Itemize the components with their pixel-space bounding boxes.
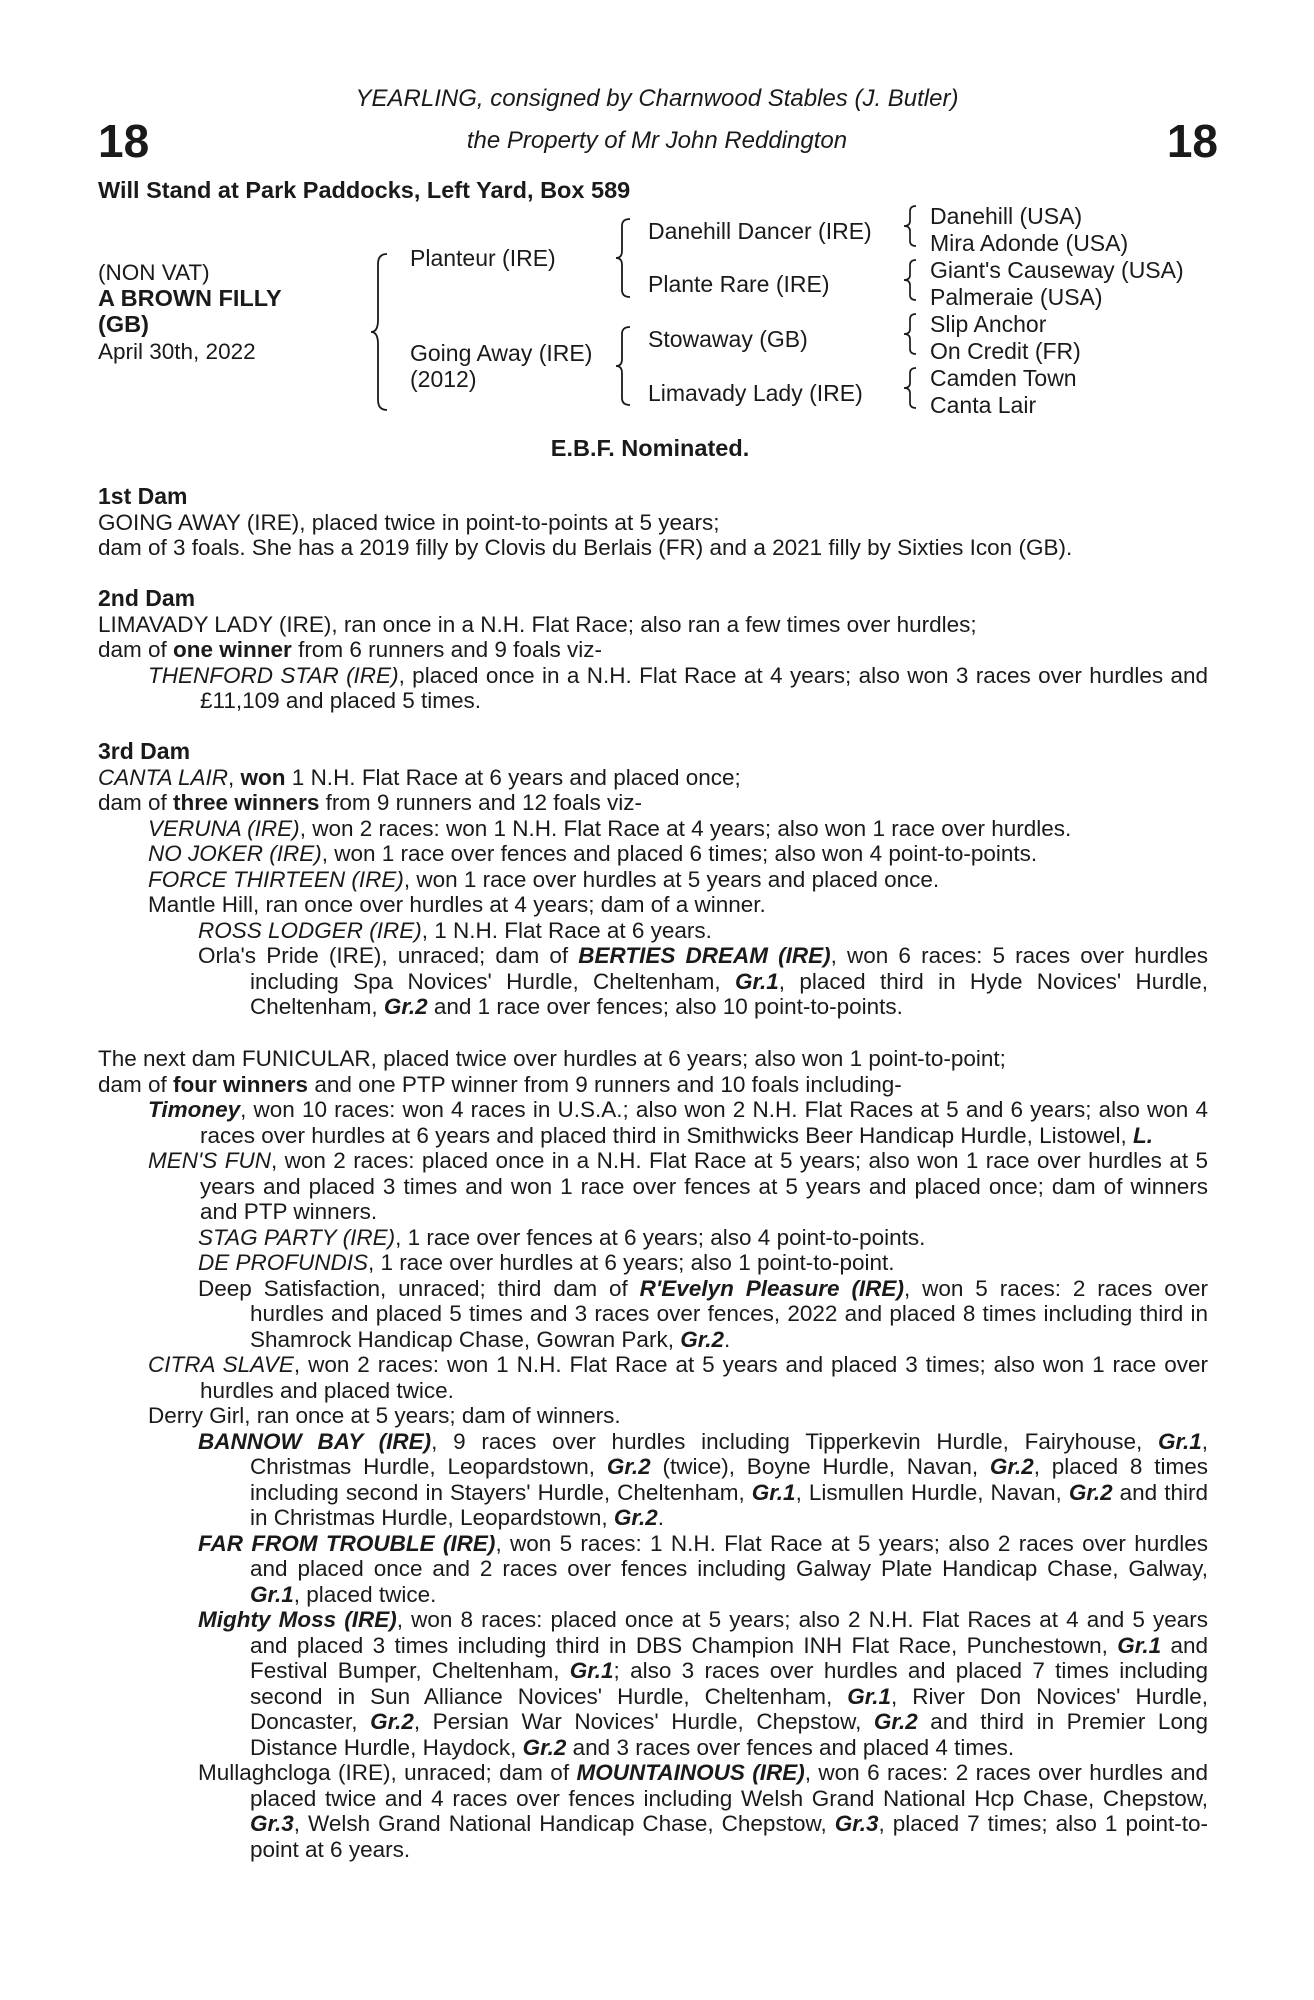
pedigree-sire-sire: Danehill Dancer (IRE) [648, 218, 872, 244]
pedigree-ggen-6: On Credit (FR) [930, 338, 1081, 364]
pedigree-brace-g4 [903, 366, 919, 410]
pedigree-ggen-5: Slip Anchor [930, 311, 1047, 337]
horse-vat: (NON VAT) [98, 260, 210, 285]
lot-number-right: 18 [1166, 115, 1218, 167]
progeny-entry: Timoney, won 10 races: won 4 races in U.S.A.; also won 2 N.H. Flat Races at 5 and 6 years; also won 4 races over hurdles at 6 years and placed third in Smithwicks Beer Handicap Hurdle, Listowel, L. [148, 1097, 1208, 1148]
pedigree-ggen-7: Camden Town [930, 365, 1077, 391]
property-line: the Property of Mr John Reddington [466, 127, 848, 154]
progeny-entry: MEN'S FUN, won 2 races: placed once in a N.H. Flat Race at 5 years; also won 1 race over hurdles at 5 years and placed 3 times and won 1 race over fences at 5 years and placed once; dam of winners and PTP winners. [148, 1148, 1209, 1224]
progeny-entry: Deep Satisfaction, unraced; third dam of R'Evelyn Pleasure (IRE), won 5 races: 2 races over hurdles and placed 5 times and 3 races over fences, 2022 and placed 8 times including third in Shamrock Handicap Chase, Gowran Park, Gr.2. [198, 1275, 1208, 1352]
second-dam-section [98, 586, 1208, 714]
third-dam-heading: 3rd Dam [98, 738, 191, 764]
progeny-entry: FORCE THIRTEEN (IRE), won 1 race over hurdles at 5 years and placed once. [148, 866, 940, 892]
progeny-entry: FAR FROM TROUBLE (IRE), won 5 races: 1 N.H. Flat Race at 5 years; also 2 races over hurdles and placed once and 2 races over fences including Galway Plate Handicap Chase, Galway, Gr.1, placed twice. [198, 1530, 1208, 1607]
pedigree-brace-main [370, 252, 390, 412]
progeny-entry: CITRA SLAVE, won 2 races: won 1 N.H. Flat Race at 5 years and placed 3 times; also won 1 race over hurdles and placed twice. [148, 1352, 1208, 1403]
pedigree-brace-g1 [903, 204, 919, 248]
horse-foaled: April 30th, 2022 [98, 339, 256, 364]
pedigree-sire-dam: Plante Rare (IRE) [648, 271, 830, 297]
progeny-entry: THENFORD STAR (IRE), placed once in a N.H. Flat Race at 4 years; also won 3 races over hurdles and £11,109 and placed 5 times. [148, 662, 1208, 713]
stand-location: Will Stand at Park Paddocks, Left Yard, Box 589 [98, 177, 631, 203]
first-dam-section [98, 484, 1208, 561]
pedigree-ggen-8: Canta Lair [930, 392, 1037, 418]
progeny-entry: Mighty Moss (IRE), won 8 races: placed once at 5 years; also 2 N.H. Flat Races at 4 and 5 years and placed 3 times including third in DBS Champion INH Flat Race, Punchestown, Gr.1 and Festival Bumper, Cheltenham, Gr.1; also 3 races over hurdles and placed 7 times including second in Sun Alliance Novices' Hurdle, Cheltenham, Gr.1, River Don Novices' Hurdle, Doncaster, Gr.2, Persian War Novices' Hurdle, Chepstow, Gr.2 and third in Premier Long Distance Hurdle, Haydock, Gr.2 and 3 races over fences and placed 4 times. [198, 1607, 1209, 1760]
pedigree-ggen-4: Palmeraie (USA) [930, 284, 1103, 310]
progeny-entry: VERUNA (IRE), won 2 races: won 1 N.H. Flat Race at 4 years; also won 1 race over hurdles. [148, 815, 1072, 841]
consignor-line: YEARLING, consigned by Charnwood Stables (J. Butler) [355, 85, 959, 112]
progeny-entry: ROSS LODGER (IRE), 1 N.H. Flat Race at 6 years. [198, 917, 712, 943]
pedigree-brace-g3 [903, 312, 919, 356]
next-dam-produce-line: dam of four winners and one PTP winner from 9 runners and 10 foals including- [98, 1071, 902, 1097]
pedigree-brace-dam [615, 325, 633, 407]
progeny-entry: Mullaghcloga (IRE), unraced; dam of MOUNTAINOUS (IRE), won 6 races: 2 races over hurdles and placed twice and 4 races over fences including Welsh Grand National Hcp Chase, Chepstow, Gr.3, Welsh Grand National Handicap Chase, Chepstow, Gr.3, placed 7 times; also 1 point-to-point at 6 years. [198, 1760, 1208, 1862]
pedigree-brace-g2 [903, 258, 919, 302]
next-dam-section [98, 1046, 1208, 1862]
first-dam-heading: 1st Dam [98, 483, 188, 509]
pedigree-ggen-3: Giant's Causeway (USA) [930, 257, 1184, 283]
pedigree-dam: Going Away (IRE) [410, 340, 593, 366]
horse-name: A BROWN FILLY [98, 285, 282, 311]
lot-number-left: 18 [98, 115, 150, 167]
pedigree-brace-sire [615, 217, 633, 299]
second-dam-heading: 2nd Dam [98, 585, 196, 611]
pedigree-ggen-2: Mira Adonde (USA) [930, 230, 1129, 256]
third-dam-line: CANTA LAIR, won 1 N.H. Flat Race at 6 years and placed once; [98, 764, 741, 790]
horse-name-country: (GB) [98, 311, 149, 337]
pedigree-ggen-1: Danehill (USA) [930, 203, 1083, 229]
ebf-nominated: E.B.F. Nominated. [550, 435, 750, 461]
progeny-entry: Mantle Hill, ran once over hurdles at 4 years; dam of a winner. [148, 892, 766, 917]
second-dam-produce-line: dam of one winner from 6 runners and 9 foals viz- [98, 637, 602, 662]
progeny-entry: Orla's Pride (IRE), unraced; dam of BERTIES DREAM (IRE), won 6 races: 5 races over hurdles including Spa Novices' Hurdle, Cheltenham, Gr.1, placed third in Hyde Novices' Hurdle, Cheltenham, Gr.2 and 1 race over fences; also 10 point-to-points. [198, 943, 1208, 1019]
second-dam-line: LIMAVADY LADY (IRE), ran once in a N.H. Flat Race; also ran a few times over hurdles; [98, 611, 977, 637]
third-dam-produce-line: dam of three winners from 9 runners and 12 foals viz- [98, 790, 642, 815]
first-dam-line: dam of 3 foals. She has a 2019 filly by Clovis du Berlais (FR) and a 2021 filly by Sixties Icon (GB). [98, 535, 1073, 560]
next-dam-line: The next dam FUNICULAR, placed twice over hurdles at 6 years; also won 1 point-to-point; [98, 1046, 1006, 1071]
pedigree-sire: Planteur (IRE) [410, 245, 556, 271]
pedigree-dam-year: (2012) [410, 366, 477, 392]
progeny-entry: NO JOKER (IRE), won 1 race over fences and placed 6 times; also won 4 point-to-points. [148, 841, 1038, 866]
progeny-entry: BANNOW BAY (IRE), 9 races over hurdles including Tipperkevin Hurdle, Fairyhouse, Gr.1, Christmas Hurdle, Leopardstown, Gr.2 (twice), Boyne Hurdle, Navan, Gr.2, placed 8 times including second in Stayers' Hurdle, Cheltenham, Gr.1, Lismullen Hurdle, Navan, Gr.2 and third in Christmas Hurdle, Leopardstown, Gr.2. [198, 1428, 1209, 1530]
progeny-entry: Derry Girl, ran once at 5 years; dam of winners. [148, 1403, 621, 1428]
pedigree-dam-dam: Limavady Lady (IRE) [648, 380, 863, 406]
first-dam-line: GOING AWAY (IRE), placed twice in point-to-points at 5 years; [98, 509, 720, 535]
pedigree-dam-sire: Stowaway (GB) [648, 326, 808, 352]
third-dam-section [98, 739, 1208, 1020]
progeny-entry: DE PROFUNDIS, 1 race over hurdles at 6 years; also 1 point-to-point. [198, 1250, 895, 1275]
progeny-entry: STAG PARTY (IRE), 1 race over fences at 6 years; also 4 point-to-points. [198, 1224, 926, 1250]
